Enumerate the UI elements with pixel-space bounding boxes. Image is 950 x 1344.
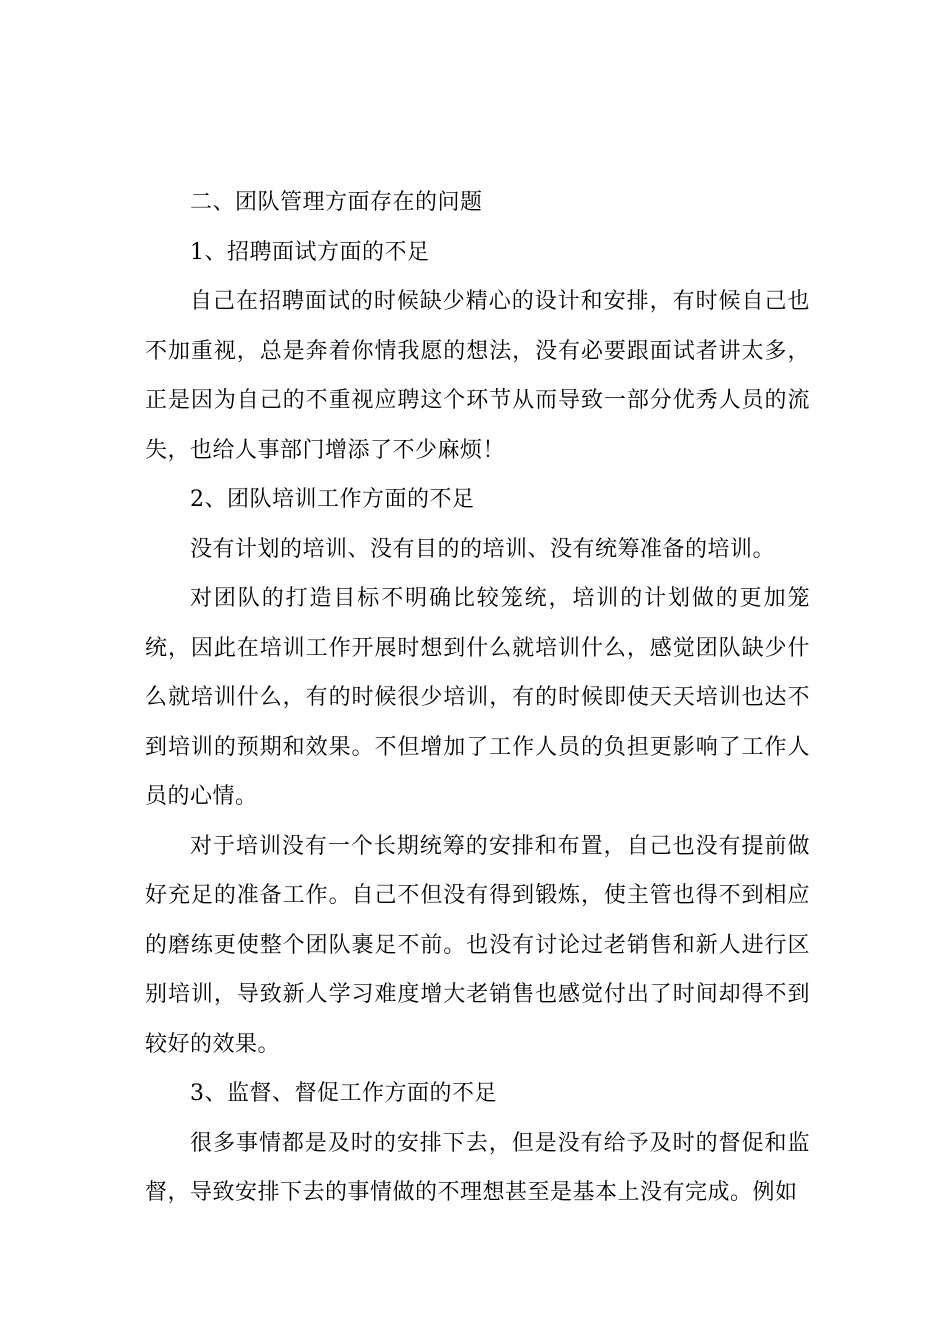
subheading-recruitment: 1、招聘面试方面的不足: [190, 239, 430, 265]
paragraph-training-summary: 没有计划的培训、没有目的的培训、没有统筹准备的培训。: [190, 536, 776, 562]
section-heading-team-management: 二、团队管理方面存在的问题: [190, 190, 483, 215]
paragraph-recruitment: 自己在招聘面试的时候缺少精心的设计和安排，有时候自己也不加重视，总是奔着你情我愿的想法，没有必要跟面试者讲太多，正是因为自己的不重视应聘这个环节从而导致一部分优秀人员的流失，也给人事部门增添了不少麻烦！: [145, 289, 810, 463]
paragraph-supervision: 很多事情都是及时的安排下去，但是没有给予及时的督促和监督，导致安排下去的事情做的不理想甚至是基本上没有完成。例如: [145, 1130, 810, 1205]
paragraph-training-planning: 对于培训没有一个长期统筹的安排和布置，自己也没有提前做好充足的准备工作。自己不但没有得到锻炼，使主管也得不到相应的磨练更使整个团队裹足不前。也没有讨论过老销售和新人进行区别培训，导致新人学习难度增大老销售也感觉付出了时间却得不到较好的效果。: [145, 833, 810, 1057]
subheading-supervision: 3、监督、督促工作方面的不足: [190, 1081, 497, 1106]
document-body: [145, 178, 810, 1218]
subheading-training: 2、团队培训工作方面的不足: [190, 487, 475, 512]
paragraph-training-goals: 对团队的打造目标不明确比较笼统，培训的计划做的更加笼统，因此在培训工作开展时想到什么就培训什么，感觉团队缺少什么就培训什么，有的时候很少培训，有的时候即使天天培训也达不到培训的预期和效果。不但增加了工作人员的负担更影响了工作人员的心情。: [145, 586, 810, 809]
